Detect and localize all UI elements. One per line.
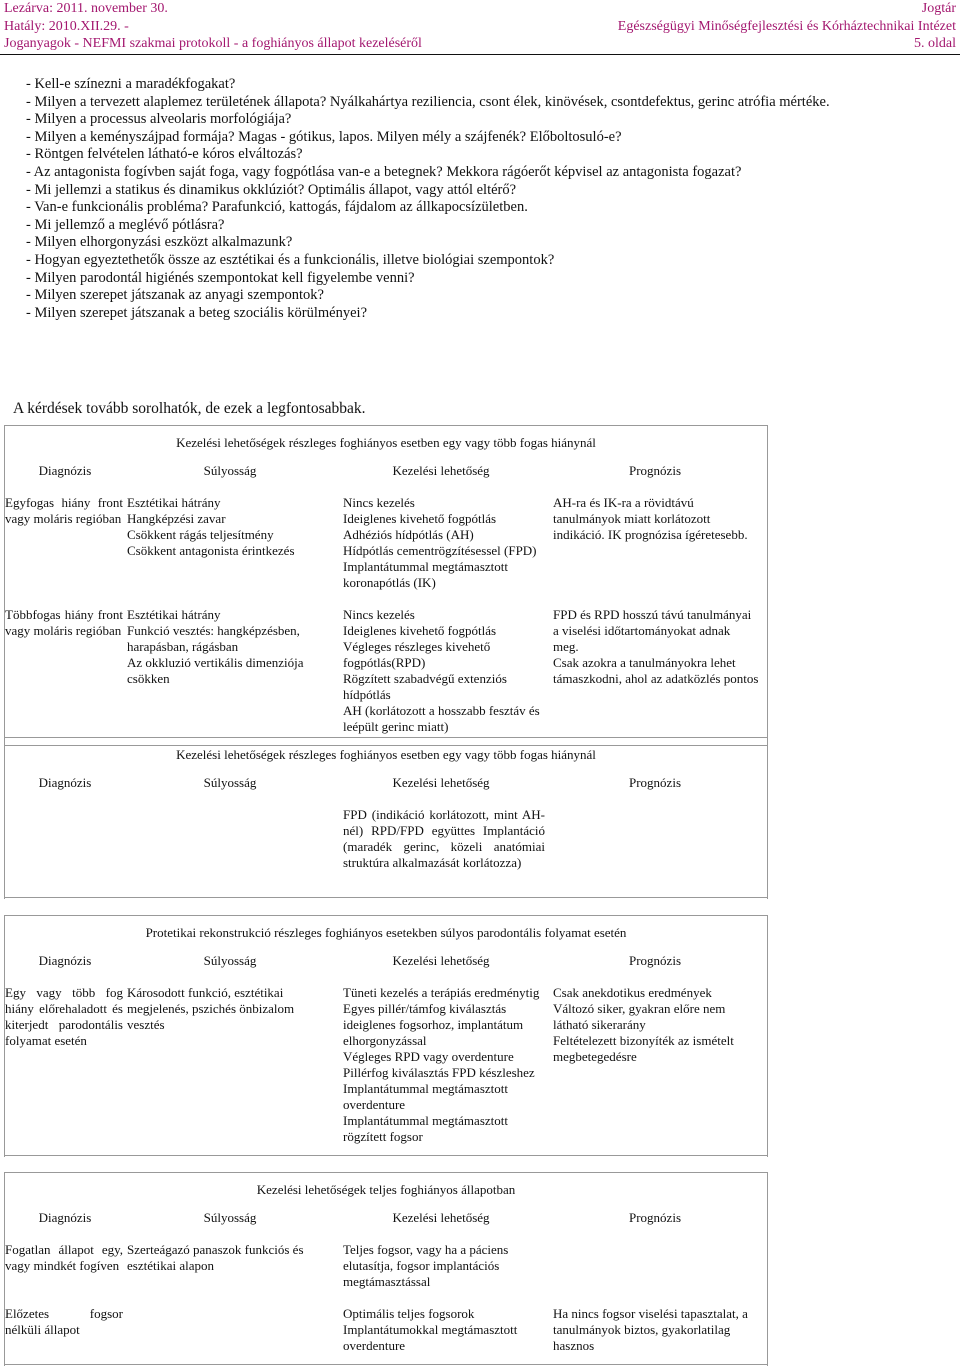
column-header-treatment: Kezelési lehetőség: [392, 775, 490, 790]
severity-line: Csökkent antagonista érintkezés: [127, 543, 295, 558]
table-bottom-rule: [5, 1155, 767, 1157]
diagnosis-cell: [5, 985, 125, 1145]
treatment-line: Végleges részleges kivehető fogpótlás(RPD): [343, 639, 491, 670]
document-source: Joganyagok - NEFMI szakmai protokoll - a foghiányos állapot kezeléséről: [4, 36, 422, 51]
severity-line: Károsodott funkció, esztétikai megjelenés, pszichés önbizalom vesztés: [127, 985, 295, 1032]
header-divider: [0, 54, 960, 55]
treatment-line: Optimális teljes fogsorok: [343, 1306, 475, 1321]
table-title: Kezelési lehetőségek részleges foghiányos esetben egy vagy több fogas hiánynál: [176, 747, 596, 762]
severity-line: Esztétikai hátrány: [127, 495, 221, 510]
treatment-line: Implantátumokkal megtámasztott overdenture: [343, 1322, 518, 1353]
publisher: Egészségügyi Minőségfejlesztési és Kórháztechnikai Intézet: [617, 18, 956, 34]
column-header-diagnosis: Diagnózis: [38, 1210, 92, 1225]
prognosis-cell: [547, 1306, 763, 1354]
table-title: Kezelési lehetőségek teljes foghiányos állapotban: [256, 1182, 516, 1197]
prognosis-line: AH-ra és IK-ra a rövidtávú tanulmányok miatt korlátozott indikáció. IK prognózisa ígéretesebb.: [553, 495, 748, 542]
closing-date: Lezárva: 2011. november 30.: [4, 1, 168, 16]
effective-date: Hatály: 2010.XII.29. -: [4, 18, 129, 34]
severity-line: Csökkent rágás teljesítmény: [127, 527, 274, 542]
treatment-table-2: [4, 737, 768, 899]
column-header-severity: Súlyosság: [203, 1210, 257, 1225]
column-header-diagnosis: Diagnózis: [38, 953, 92, 968]
treatment-line: Rögzített szabadvégű extenziós hídpótlás: [343, 671, 507, 702]
question-item: - Van-e funkcionális probléma? Parafunkció, kattogás, fájdalom az állkapocsízületben.: [26, 199, 528, 216]
treatment-cell: [335, 1242, 547, 1290]
column-header-treatment: Kezelési lehetőség: [392, 1210, 490, 1225]
treatment-line: Teljes fogsor, vagy ha a páciens elutasítja, fogsor implantációs megtámasztással: [343, 1242, 509, 1289]
column-header-diagnosis: Diagnózis: [38, 775, 92, 790]
prognosis-line: FPD és RPD hosszú távú tanulmányai a viselési időtartományokat adnak meg.: [553, 607, 752, 654]
question-item: - Milyen szerepet játszanak az anyagi szempontok?: [26, 287, 324, 304]
treatment-table-4: [4, 1172, 768, 1366]
treatment-line: Ideiglenes kivehető fogpótlás: [343, 623, 497, 638]
severity-cell: [125, 495, 335, 591]
column-header-treatment: Kezelési lehetőség: [392, 463, 490, 478]
severity-line: Funkció vesztés: hangképzésben, harapásban, rágásban: [127, 623, 300, 654]
treatment-table-3: [4, 915, 768, 1157]
header-right: [618, 0, 956, 53]
column-header-diagnosis: Diagnózis: [38, 463, 92, 478]
prognosis-cell: [547, 985, 763, 1145]
treatment-line: Végleges RPD vagy overdenture: [343, 1049, 514, 1064]
treatment-line: Implantátummal megtámasztott rögzített fogsor: [343, 1113, 508, 1144]
question-item: - Milyen a processus alveolaris morfológiája?: [26, 111, 292, 128]
column-header-severity: Súlyosság: [203, 953, 257, 968]
table-header-row: [5, 767, 767, 801]
question-item: - Milyen a keményszájpad formája? Magas - gótikus, lapos. Milyen mély a szájfenék? Előboltosuló-e?: [26, 128, 622, 145]
column-header-prognosis: Prognózis: [629, 463, 681, 478]
diagnosis-cell: [5, 495, 125, 591]
treatment-line: Pillérfog kiválasztás FPD készleshez: [343, 1065, 535, 1080]
table-row: [5, 1236, 767, 1300]
prognosis-cell: [547, 607, 763, 735]
table-title: Protetikai rekonstrukció részleges foghiányos esetekben súlyos parodontális folyamat esetén: [145, 925, 627, 940]
table-row: [5, 601, 767, 745]
question-item: - Milyen a tervezett alaplemez területének állapota? Nyálkahártya reziliencia, csont élek, kinövések, csontdefektus, gerinc atrófia mértéke.: [26, 93, 830, 110]
diagnosis-cell: [5, 807, 125, 871]
page-header: [0, 0, 960, 58]
question-item: - Kell-e színezni a maradékfogakat?: [26, 76, 236, 92]
prognosis-cell: [547, 495, 763, 591]
diagnosis-text: Fogatlan állapot egy, vagy mindkét fogíven: [5, 1242, 123, 1273]
severity-line: Az okkluzió vertikális dimenziója csökken: [127, 655, 304, 686]
table-bottom-rule: [5, 897, 767, 899]
diagnosis-text: Egy vagy több fog hiány előrehaladott és kiterjedt parodontális folyamat esetén: [5, 985, 123, 1048]
table-header-row: [5, 455, 767, 489]
column-header-prognosis: Prognózis: [629, 775, 681, 790]
severity-line: Esztétikai hátrány: [127, 607, 221, 622]
question-item: - Az antagonista fogívben saját foga, vagy fogpótlása van-e a betegnek? Mekkora rágóerőt képvisel az antagonista fogazat?: [26, 163, 742, 180]
page-number: 5. oldal: [914, 36, 956, 51]
diagnosis-text: Egyfogas hiány front vagy moláris regióban: [5, 495, 123, 526]
question-item: - Mi jellemző a meglévő pótlásra?: [26, 216, 225, 233]
table-title: Kezelési lehetőségek részleges foghiányos esetben egy vagy több fogas hiánynál: [176, 435, 596, 450]
brand-name: Jogtár: [921, 1, 956, 16]
prognosis-line: Csak azokra a tanulmányokra lehet támaszkodni, ahol az adatközlés pontos: [553, 655, 759, 686]
column-header-severity: Súlyosság: [203, 775, 257, 790]
question-item: - Milyen elhorgonyzási eszközt alkalmazunk?: [26, 234, 293, 251]
treatment-line: Hídpótlás cementrögzítésessel (FPD): [343, 543, 537, 558]
severity-cell: [125, 807, 335, 871]
question-item: - Milyen parodontál higiénés szempontokat kell figyelembe venni?: [26, 269, 415, 286]
treatment-line: Tüneti kezelés a terápiás eredménytig: [343, 985, 540, 1000]
prognosis-cell: [547, 1242, 763, 1290]
treatment-line: Implantátummal megtámasztott koronapótlás (IK): [343, 559, 508, 590]
treatment-line: Implantátummal megtámasztott overdenture: [343, 1081, 508, 1112]
severity-cell: [125, 1242, 335, 1290]
treatment-line: Adhéziós hídpótlás (AH): [343, 527, 474, 542]
question-item: - Milyen szerepet játszanak a beteg szociális körülményei?: [26, 304, 368, 321]
diagnosis-text: Előzetes fogsor nélküli állapot: [5, 1306, 123, 1337]
question-item: - Hogyan egyeztethetők össze az esztétikai és a funkcionális, illetve biológiai szempontok?: [26, 251, 555, 268]
treatment-line: Nincs kezelés: [343, 495, 415, 510]
treatment-cell: [335, 495, 547, 591]
treatment-line: Nincs kezelés: [343, 607, 415, 622]
severity-line: Hangképzési zavar: [127, 511, 226, 526]
table-row: [5, 979, 767, 1155]
treatment-cell: [335, 607, 547, 735]
treatment-cell: [335, 807, 547, 871]
prognosis-line: Ha nincs fogsor viselési tapasztalat, a tanulmányok biztos, gyakorlatilag hasznos: [553, 1306, 748, 1353]
prognosis-line: Feltételezett bizonyíték az ismételt megbetegedésre: [553, 1033, 734, 1064]
treatment-line: AH (korlátozott a hosszabb fesztáv és leépült gerinc miatt): [343, 703, 540, 734]
prognosis-line: Csak anekdotikus eredmények: [553, 985, 712, 1000]
summary-text: A kérdések tovább sorolhatók, de ezek a legfontosabbak.: [13, 400, 366, 417]
treatment-line: Egyes pillér/támfog kiválasztás ideiglenes fogsorhoz, implantátum elhorgonyzással: [343, 1001, 524, 1048]
prognosis-cell: [547, 807, 763, 871]
table-header-row: [5, 945, 767, 979]
question-list: [26, 76, 956, 322]
question-item: - Mi jellemzi a statikus és dinamikus okklúziót? Optimális állapot, vagy attól eltérő?: [26, 181, 517, 198]
treatment-cell: [335, 1306, 547, 1354]
table-header-row: [5, 1202, 767, 1236]
treatment-cell: [335, 985, 547, 1145]
severity-cell: [125, 985, 335, 1145]
treatment-line: Ideiglenes kivehető fogpótlás: [343, 511, 497, 526]
table-row: [5, 1300, 767, 1364]
treatment-table-1: [4, 425, 768, 747]
column-header-severity: Súlyosság: [203, 463, 257, 478]
column-header-prognosis: Prognózis: [629, 1210, 681, 1225]
severity-cell: [125, 607, 335, 735]
header-left: [4, 0, 422, 53]
prognosis-line: Változó siker, gyakran előre nem látható sikerarány: [553, 1001, 726, 1032]
severity-line: Szerteágazó panaszok funkciós és esztétikai alapon: [127, 1242, 304, 1273]
diagnosis-cell: [5, 1242, 125, 1290]
diagnosis-cell: [5, 607, 125, 735]
treatment-line: FPD (indikáció korlátozott, mint AH-nél) RPD/FPD együttes Implantáció (maradék gerinc, közeli anatómiai struktúra alkalmazását korlátozza): [343, 807, 545, 870]
severity-cell: [125, 1306, 335, 1354]
diagnosis-cell: [5, 1306, 125, 1354]
table-row: [5, 489, 767, 601]
question-item: - Röntgen felvételen látható-e kóros elváltozás?: [26, 146, 303, 163]
diagnosis-text: Többfogas hiány front vagy moláris regióban: [5, 607, 123, 638]
column-header-prognosis: Prognózis: [629, 953, 681, 968]
column-header-treatment: Kezelési lehetőség: [392, 953, 490, 968]
table-row: [5, 801, 767, 897]
